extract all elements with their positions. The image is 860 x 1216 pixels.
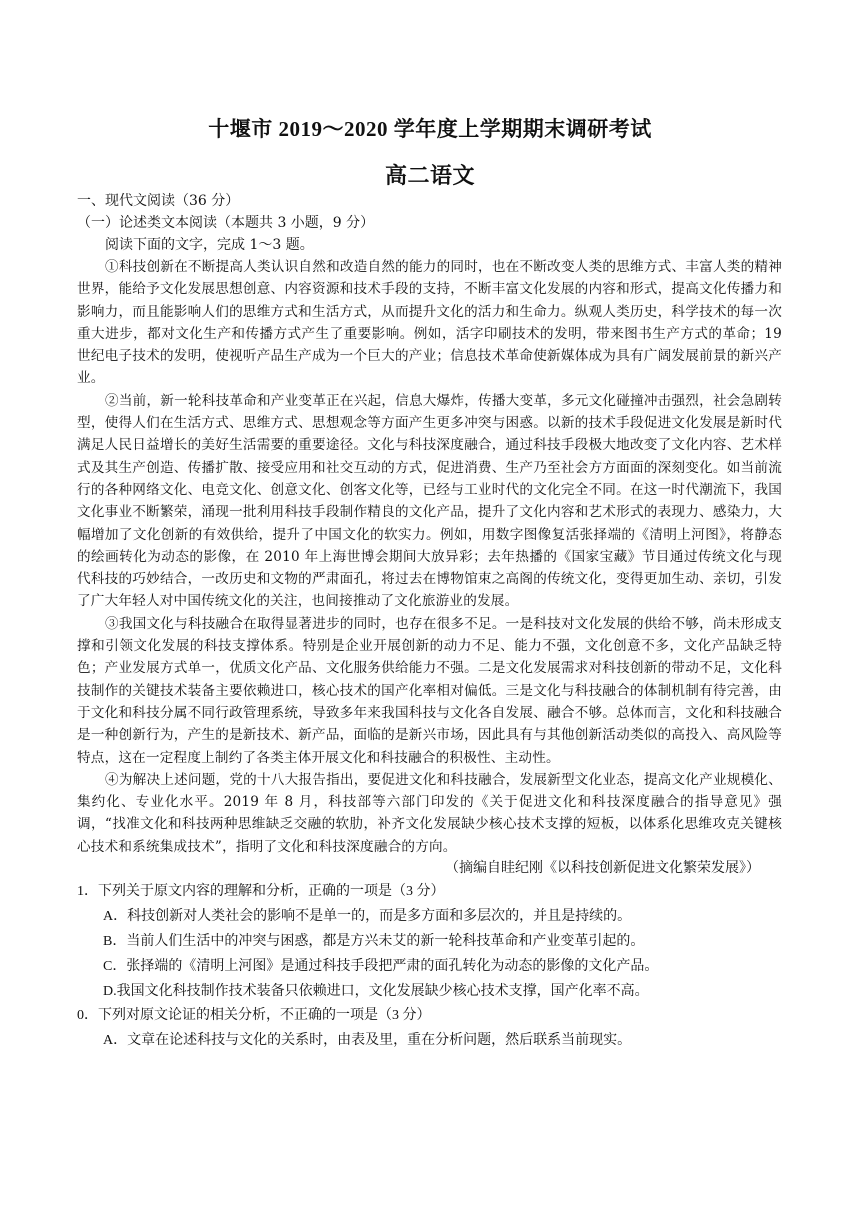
subsection-heading: （一）论述类文本阅读（本题共 3 小题，9 分） (77, 215, 375, 231)
option-a: A．科技创新对人类社会的影响不是单一的，而是多方面和多层次的，并且是持续的。 (103, 909, 632, 925)
reading-instruction: 阅读下面的文字，完成 1～3 题。 (105, 237, 314, 253)
passage-source: （摘编自眭纪刚《以科技创新促进文化繁荣发展》） (445, 861, 760, 877)
option-b: B．当前人们生活中的冲突与困惑，都是方兴未艾的新一轮科技革命和产业变革引起的。 (103, 934, 645, 950)
question-1 (77, 880, 782, 1004)
option-a: A．文章在论述科技与文化的关系时，由表及里，重在分析问题，然后联系当前现实。 (103, 1033, 632, 1049)
passage-paragraph-1: ①科技创新在不断提高人类认识自然和改造自然的能力的同时，也在不断改变人类的思维方式、丰富人类的精神世界，能给予文化发展思想创意、内容资源和技术手段的支持，不断丰富文化发展的内容和形式，提高文化传播力和影响力，而且能影响人们的思维方式和生活方式，从而提升文化的活力和生命力。纵观人类历史，科学技术的每一次重大进步，都对文化生产和传播方式产生了重要影响。例如，活字印刷技术的发明，带来图书生产方式的革命；19 世纪电子技术的发明，使视听产品生产成为一个巨大的产业；信息技术革命使新媒体成为具有广阔发展前景的新兴产业。 (77, 259, 782, 387)
question-stem: 0．下列对原文论证的相关分析，不正确的一项是（3 分） (77, 1008, 431, 1024)
passage-paragraph-4: ④为解决上述问题，党的十八大报告指出，要促进文化和科技融合，发展新型文化业态，提高文化产业规模化、集约化、专业化水平。2019 年 8 月，科技部等六部门印发的《关于促进文化和科技深度融合的指导意见》强调，“找准文化和科技两种思维缺乏交融的软肋，补齐文化发展缺少核心技术支撑的短板，以体系化思维攻克关键核心技术和系统集成技术”，指明了文化和科技深度融合的方向。 (77, 771, 782, 855)
passage-paragraph-2: ②当前，新一轮科技革命和产业变革正在兴起，信息大爆炸，传播大变革，多元文化碰撞冲击强烈，社会急剧转型，使得人们在生活方式、思维方式、思想观念等方面产生更多冲突与困惑。以新的技术手段促进文化发展是新时代满足人民日益增长的美好生活需要的重要途径。文化与科技深度融合，通过科技手段极大地改变了文化内容、艺术样式及其生产创造、传播扩散、接受应用和社交互动的方式，促进消费、生产乃至社会方方面面的深刻变化。如当前流行的各种网络文化、电竞文化、创意文化、创客文化等，已经与工业时代的文化完全不同。在这一时代潮流下，我国文化事业不断繁荣，涌现一批利用科技手段制作精良的文化产品，提升了文化内容和艺术形式的表现力、感染力，大幅增加了文化创新的有效供给，提升了中国文化的软实力。例如，用数字图像复活张择端的《清明上河图》，将静态的绘画转化为动态的影像，在 2010 年上海世博会期间大放异彩；去年热播的《国家宝藏》节目通过传统文化与现代科技的巧妙结合，一改历史和文物的严肃面孔，将过去在博物馆束之高阁的传统文化，变得更加生动、亲切，引发了广大年轻人对中国传统文化的关注，也间接推动了文化旅游业的发展。 (77, 392, 782, 610)
exam-body (77, 190, 782, 1053)
option-d: D.我国文化科技制作技术装备只依赖进口，文化发展缺少核心技术支撑，国产化率不高。 (103, 984, 649, 1000)
passage-paragraph-3: ③我国文化与科技融合在取得显著进步的同时，也存在很多不足。一是科技对文化发展的供给不够，尚未形成支撑和引领文化发展的科技支撑体系。特别是企业开展创新的动力不足、能力不强，文化创意不多，文化产品缺乏特色；产业发展方式单一，优质文化产品、文化服务供给能力不强。二是文化发展需求对科技创新的带动不足，文化科技制作的关键技术装备主要依赖进口，核心技术的国产化率相对偏低。三是文化与科技融合的体制机制有待完善，由于文化和科技分属不同行政管理系统，导致多年来我国科技与文化各自发展、融合不够。总体而言，文化和科技融合是一种创新行为，产生的是新技术、新产品，面临的是新兴市场，因此具有与其他创新活动类似的高投入、高风险等特点，这在一定程度上制约了各类主体开展文化和科技融合的积极性、主动性。 (77, 615, 782, 766)
reading-passage (77, 256, 782, 858)
question-stem: 1．下列关于原文内容的理解和分析，正确的一项是（3 分） (77, 884, 445, 900)
question-2 (77, 1004, 782, 1053)
exam-subtitle: 高二语文 (384, 163, 475, 188)
section-heading: 一、现代文阅读（36 分） (77, 193, 240, 209)
option-c: C．张择端的《清明上河图》是通过科技手段把严肃的面孔转化为动态的影像的文化产品。 (103, 959, 659, 975)
exam-title: 十堰市 2019～2020 学年度上学期期末调研考试 (208, 117, 652, 141)
